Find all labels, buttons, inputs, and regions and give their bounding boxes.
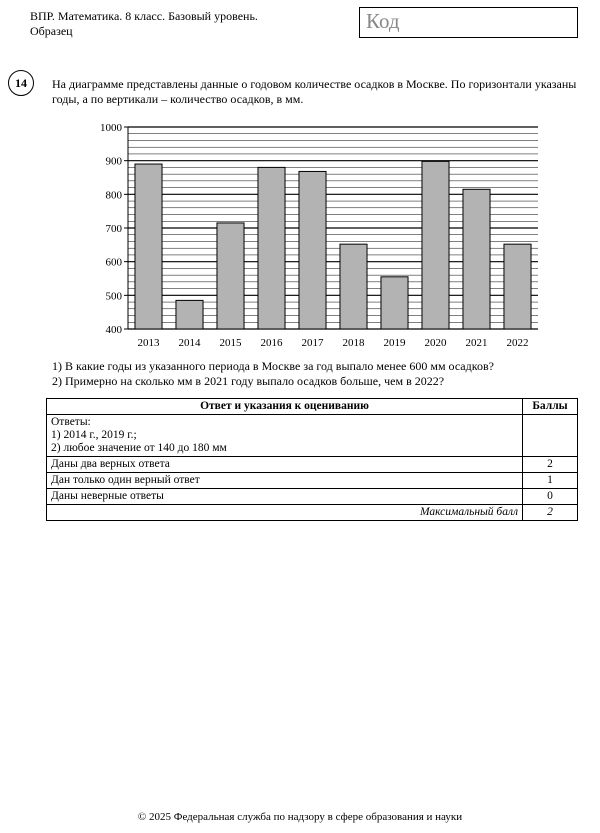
- bar: [258, 167, 285, 329]
- max-score-row: [47, 505, 578, 521]
- y-tick-label: 500: [105, 290, 122, 303]
- criteria-score: 2: [523, 457, 578, 473]
- table-row: [47, 489, 578, 505]
- bar: [422, 161, 449, 329]
- x-tick-label: 2017: [301, 337, 324, 349]
- bar: [135, 164, 162, 329]
- table-row: [47, 473, 578, 489]
- task-questions: [52, 359, 494, 389]
- grading-header-score: Баллы: [523, 399, 578, 415]
- criteria-text: Даны два верных ответа: [47, 457, 523, 473]
- x-tick-label: 2016: [260, 337, 283, 349]
- answer-title: Ответы:: [51, 416, 91, 428]
- bar: [299, 171, 326, 329]
- answer-row: [47, 415, 578, 457]
- x-tick-label: 2020: [424, 337, 447, 349]
- x-tick-label: 2019: [383, 337, 406, 349]
- x-tick-label: 2018: [342, 337, 365, 349]
- y-tick-label: 400: [105, 324, 122, 336]
- code-field[interactable]: Код: [359, 7, 578, 38]
- answer-cell: [47, 415, 523, 457]
- answer-1: 1) 2014 г., 2019 г.;: [51, 429, 137, 441]
- task-number: 14: [8, 70, 34, 96]
- x-tick-label: 2013: [137, 337, 160, 349]
- bar: [381, 277, 408, 329]
- bar: [463, 189, 490, 329]
- y-tick-label: 700: [105, 223, 122, 235]
- task-intro: На диаграмме представлены данные о годовом количестве осадков в Москве. По горизонтали указаны годы, а по вертикали – количество осадков, в мм.: [52, 77, 577, 106]
- bar: [504, 244, 531, 329]
- x-tick-label: 2022: [506, 337, 529, 349]
- x-tick-label: 2021: [465, 337, 488, 349]
- grading-header-row: [47, 399, 578, 415]
- x-tick-label: 2014: [178, 337, 201, 349]
- question-1: 1) В какие годы из указанного периода в Москве за год выпало менее 600 мм осадков?: [52, 359, 494, 373]
- header-line-2: Образец: [30, 24, 73, 38]
- criteria-text: Даны неверные ответы: [47, 489, 523, 505]
- table-row: [47, 457, 578, 473]
- answer-score-cell: [523, 415, 578, 457]
- criteria-score: 1: [523, 473, 578, 489]
- header-line-1: ВПР. Математика. 8 класс. Базовый уровень.: [30, 9, 258, 23]
- criteria-text: Дан только один верный ответ: [47, 473, 523, 489]
- y-tick-label: 800: [105, 189, 122, 202]
- answer-2: 2) любое значение от 140 до 180 мм: [51, 442, 227, 454]
- y-tick-label: 1000: [100, 122, 122, 134]
- grading-table: [46, 398, 578, 521]
- bar: [340, 244, 367, 329]
- y-tick-label: 600: [105, 256, 122, 269]
- max-score-value: 2: [523, 505, 578, 521]
- precipitation-bar-chart: [0, 0, 600, 360]
- max-score-label: Максимальный балл: [47, 505, 523, 521]
- bar: [217, 223, 244, 329]
- criteria-score: 0: [523, 489, 578, 505]
- question-2: 2) Примерно на сколько мм в 2021 году выпало осадков больше, чем в 2022?: [52, 374, 445, 388]
- footer-copyright: © 2025 Федеральная служба по надзору в сфере образования и науки: [137, 811, 463, 823]
- grading-header-criteria: Ответ и указания к оцениванию: [47, 399, 523, 415]
- y-tick-label: 900: [105, 155, 122, 168]
- x-tick-label: 2015: [219, 337, 242, 349]
- bar: [176, 300, 203, 329]
